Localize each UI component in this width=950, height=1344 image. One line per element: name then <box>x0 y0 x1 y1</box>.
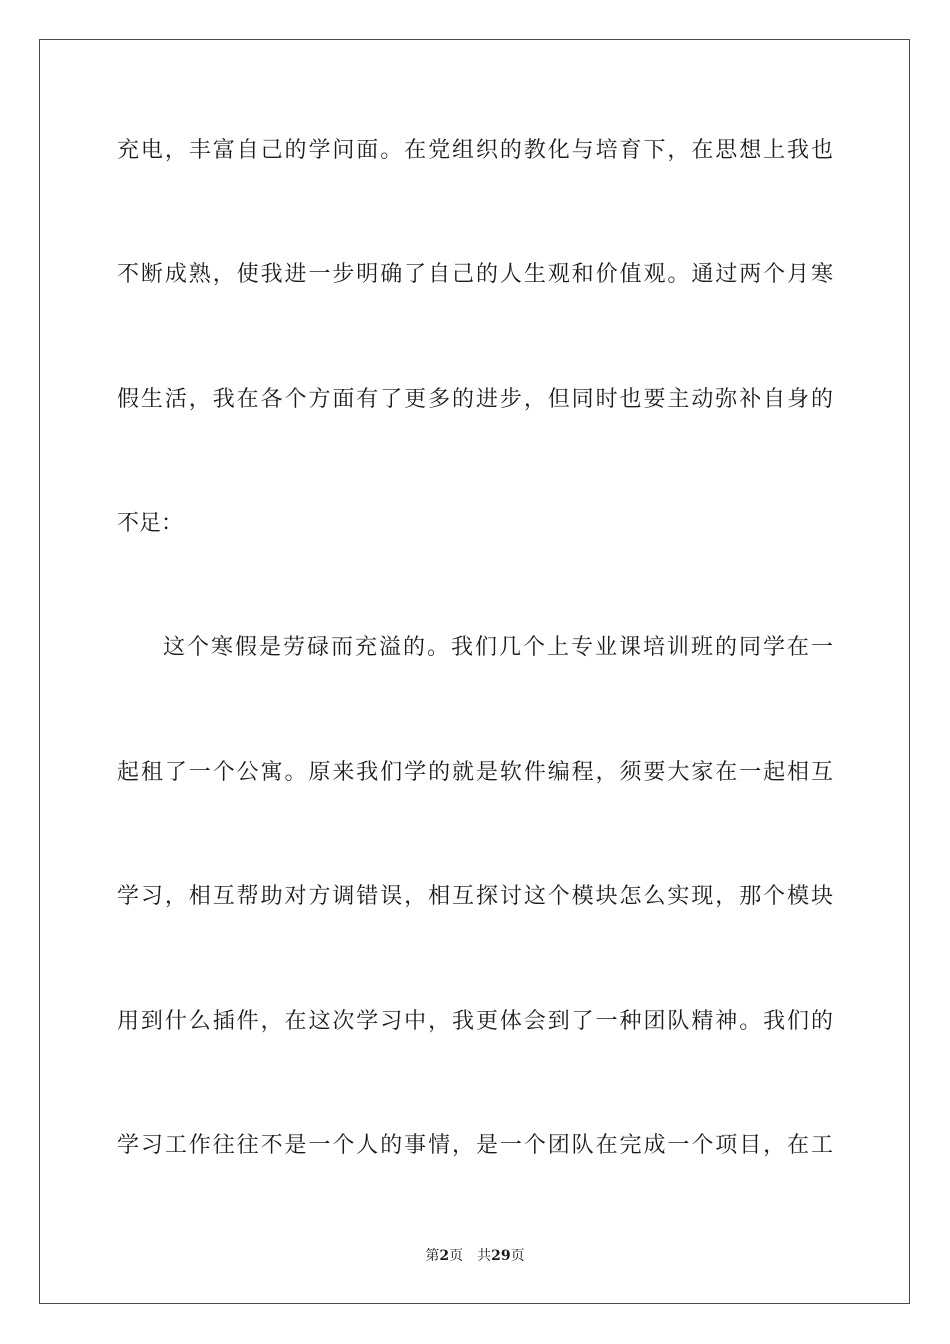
body-line-4: 不足： <box>117 511 184 536</box>
body-line-6: 起租了一个公寓。原来我们学的就是软件编程，须要大家在一起相互 <box>117 760 833 785</box>
total-prefix: 共 <box>477 1248 492 1264</box>
page-suffix: 页 <box>449 1248 464 1264</box>
body-line-8: 用到什么插件，在这次学习中，我更体会到了一种团队精神。我们的 <box>117 1009 833 1034</box>
body-line-2: 不断成熟，使我进一步明确了自己的人生观和价值观。通过两个月寒 <box>117 262 833 287</box>
paragraph-first-line: 这个寒假是劳碌而充溢的。我们几个上专业课培训班的同学在一 <box>163 635 833 660</box>
body-line-3: 假生活，我在各个方面有了更多的进步，但同时也要主动弥补自身的 <box>117 387 833 412</box>
total-suffix: 页 <box>510 1248 525 1264</box>
body-line-7: 学习，相互帮助对方调错误，相互探讨这个模块怎么实现，那个模块 <box>117 884 833 909</box>
page-footer <box>0 1246 950 1266</box>
total-page-count: 29 <box>491 1248 511 1264</box>
body-line-1: 充电，丰富自己的学问面。在党组织的教化与培育下，在思想上我也 <box>117 138 833 163</box>
body-line-9: 学习工作往往不是一个人的事情，是一个团队在完成一个项目，在工 <box>117 1133 833 1158</box>
current-page-number: 2 <box>439 1248 450 1264</box>
page-prefix: 第 <box>425 1248 440 1264</box>
page-border <box>39 39 910 1304</box>
